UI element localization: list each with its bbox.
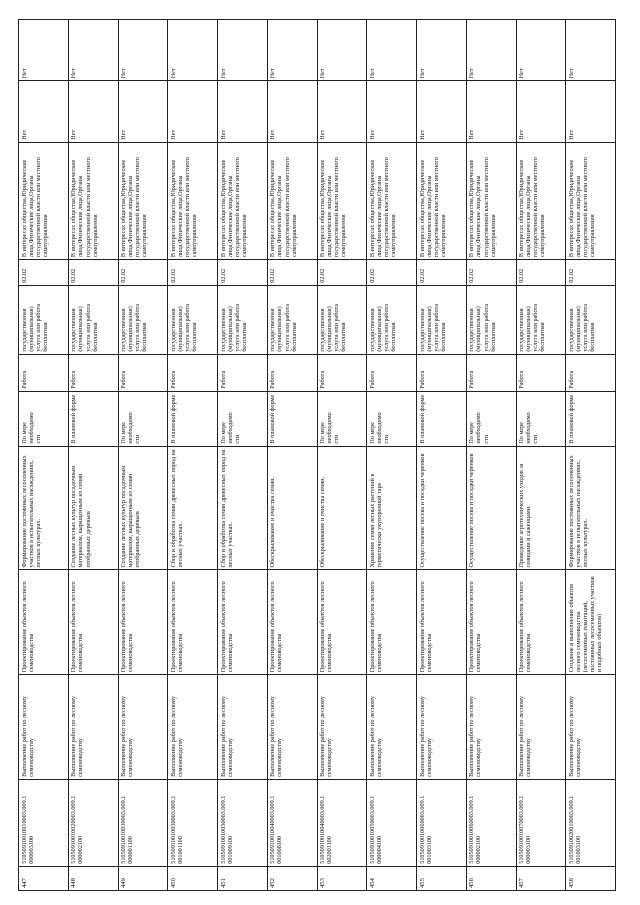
delivery-form-cell: По мере необходимо сти [218, 391, 268, 446]
object-name-cell: Создание и выполнение объектов лесного семеноводства (лесосеменных плантаций, постоянных лесосеменных участков и подобных объектов) [566, 570, 616, 675]
table-row [168, 20, 218, 891]
object-name-cell: Проектирование объектов лесного семеноводства [367, 570, 417, 675]
row-number-cell: 452 [267, 866, 317, 890]
okved-code-cell: 02.02 [417, 260, 467, 286]
license-flag-cell: Нет [168, 20, 218, 81]
license-flag-cell: Нет [516, 20, 566, 81]
work-kind-cell: Работа [516, 354, 566, 391]
registry-code-cell: 51050910010030003.009.1 000001100 [118, 779, 168, 866]
registry-flag-cell: Нет [267, 81, 317, 142]
registry-flag-cell: Нет [516, 81, 566, 142]
registry-flag-cell: Нет [168, 81, 218, 142]
object-name-cell: Проектирование объектов лесного семеноводства [118, 570, 168, 675]
consumer-category-cell: В интересах общества,Юридические лица,Физические лица,Органы государственной власти или местного самоуправления [267, 142, 317, 259]
payment-type-cell: государственная (муниципальная) услуга или работа бесплатная [516, 285, 566, 354]
consumer-category-cell: В интересах общества,Юридические лица,Физические лица,Органы государственной власти или местного самоуправления [68, 142, 118, 259]
work-content-cell: Формирование постоянных лесосеменных участков в испытательных насаждениях, лесных культурах. [566, 446, 616, 570]
service-type-cell: Выполнение работ по лесному семеноводству [19, 675, 69, 780]
registry-code-cell: 51050910010030003.009.1 001009100 [218, 779, 268, 866]
table-row [516, 20, 566, 891]
license-flag-cell: Нет [466, 20, 516, 81]
work-content-cell: Формирование постоянных лесосеменных участков в испытательных насаждениях, лесных культурах. [19, 446, 69, 570]
table-row [19, 20, 69, 891]
delivery-form-cell: В плановой форме [566, 391, 616, 446]
consumer-category-cell: В интересах общества,Юридические лица,Физические лица,Органы государственной власти или местного самоуправления [566, 142, 616, 259]
registry-flag-cell: Нет [118, 81, 168, 142]
delivery-form-cell: В плановой форме [417, 391, 467, 446]
registry-code-cell: 51050910020010003.009.1 001003100 [566, 779, 616, 866]
okved-code-cell: 02.02 [68, 260, 118, 286]
okved-code-cell: 02.02 [118, 260, 168, 286]
okved-code-cell: 02.02 [168, 260, 218, 286]
payment-type-cell: государственная (муниципальная) услуга или работа бесплатная [19, 285, 69, 354]
work-content-cell: Обескрыливание и очистка семян. [267, 446, 317, 570]
payment-type-cell: государственная (муниципальная) услуга или работа бесплатная [218, 285, 268, 354]
registry-flag-cell: Нет [417, 81, 467, 142]
delivery-form-cell: В плановой форме [267, 391, 317, 446]
table-row [367, 20, 417, 891]
work-kind-cell: Работа [317, 354, 367, 391]
okved-code-cell: 02.02 [218, 260, 268, 286]
work-kind-cell: Работа [19, 354, 69, 391]
row-number-cell: 447 [19, 866, 69, 890]
service-type-cell: Выполнение работ по лесному семеноводству [417, 675, 467, 780]
payment-type-cell: государственная (муниципальная) услуга или работа бесплатная [168, 285, 218, 354]
license-flag-cell: Нет [118, 20, 168, 81]
consumer-category-cell: В интересах общества,Юридические лица,Физические лица,Органы государственной власти или местного самоуправления [218, 142, 268, 259]
work-content-cell: Создание лесных культур посадочным материалом, выращенным из семян отобранных деревьев [118, 446, 168, 570]
license-flag-cell: Нет [19, 20, 69, 81]
consumer-category-cell: В интересах общества,Юридические лица,Физические лица,Органы государственной власти или местного самоуправления [118, 142, 168, 259]
consumer-category-cell: В интересах общества,Юридические лица,Физические лица,Органы государственной власти или местного самоуправления [516, 142, 566, 259]
row-number-cell: 455 [417, 866, 467, 890]
delivery-form-cell: По мере необходимо сти [466, 391, 516, 446]
service-type-cell: Выполнение работ по лесному семеноводству [566, 675, 616, 780]
work-kind-cell: Работа [417, 354, 467, 391]
delivery-form-cell: По мере необходимо сти [516, 391, 566, 446]
registry-code-cell: 51050910010020003.009.1 000002100 [68, 779, 118, 866]
registry-flag-cell: Нет [566, 81, 616, 142]
payment-type-cell: государственная (муниципальная) услуга или работа бесплатная [367, 285, 417, 354]
registry-rows [19, 20, 616, 891]
row-number-cell: 450 [168, 866, 218, 890]
work-kind-cell: Работа [367, 354, 417, 391]
okved-code-cell: 02.02 [19, 260, 69, 286]
registry-code-cell: 51050910010060003.009.1 000002100 [466, 779, 516, 866]
work-content-cell: Создание лесных культур посадочным материалом, выращенным из семян отобранных деревьев [68, 446, 118, 570]
table-row [566, 20, 616, 891]
registry-flag-cell: Нет [317, 81, 367, 142]
license-flag-cell: Нет [566, 20, 616, 81]
registry-code-cell: 51050910010030003.009.1 001001100 [168, 779, 218, 866]
consumer-category-cell: В интересах общества,Юридические лица,Физические лица,Органы государственной власти или местного самоуправления [367, 142, 417, 259]
delivery-form-cell: По мере необходимо сти [317, 391, 367, 446]
okved-code-cell: 02.02 [466, 260, 516, 286]
registry-code-cell: 51050910010040003.009.1 001008100 [267, 779, 317, 866]
delivery-form-cell: По мере необходимо сти [367, 391, 417, 446]
consumer-category-cell: В интересах общества,Юридические лица,Физические лица,Органы государственной власти или местного самоуправления [317, 142, 367, 259]
license-flag-cell: Нет [367, 20, 417, 81]
payment-type-cell: государственная (муниципальная) услуга или работа бесплатная [566, 285, 616, 354]
table-row [218, 20, 268, 891]
table-row [267, 20, 317, 891]
service-type-cell: Выполнение работ по лесному семеноводству [367, 675, 417, 780]
row-number-cell: 454 [367, 866, 417, 890]
service-type-cell: Выполнение работ по лесному семеноводству [68, 675, 118, 780]
service-type-cell: Выполнение работ по лесному семеноводству [118, 675, 168, 780]
work-content-cell: Проведение агротехнических уходов за сеянцами и саженцами. [516, 446, 566, 570]
object-name-cell: Проектирование объектов лесного семеноводства [68, 570, 118, 675]
delivery-form-cell: В плановой форме [168, 391, 218, 446]
registry-table [18, 19, 616, 891]
object-name-cell: Проектирование объектов лесного семеноводства [466, 570, 516, 675]
work-kind-cell: Работа [267, 354, 317, 391]
work-kind-cell: Работа [118, 354, 168, 391]
registry-flag-cell: Нет [19, 81, 69, 142]
service-type-cell: Выполнение работ по лесному семеноводству [267, 675, 317, 780]
license-flag-cell: Нет [317, 20, 367, 81]
work-content-cell: Осуществление посева и посадки черенков [466, 446, 516, 570]
table-row [417, 20, 467, 891]
license-flag-cell: Нет [267, 20, 317, 81]
row-number-cell: 453 [317, 866, 367, 890]
okved-code-cell: 02.02 [566, 260, 616, 286]
work-kind-cell: Работа [466, 354, 516, 391]
license-flag-cell: Нет [218, 20, 268, 81]
license-flag-cell: Нет [417, 20, 467, 81]
payment-type-cell: государственная (муниципальная) услуга или работа бесплатная [466, 285, 516, 354]
object-name-cell: Проектирование объектов лесного семеноводства [168, 570, 218, 675]
okved-code-cell: 02.02 [317, 260, 367, 286]
payment-type-cell: государственная (муниципальная) услуга или работа бесплатная [317, 285, 367, 354]
work-content-cell: Сбор и обработка семян древесных пород на лесных участках. [168, 446, 218, 570]
row-number-cell: 456 [466, 866, 516, 890]
table-row [68, 20, 118, 891]
table-row [118, 20, 168, 891]
row-number-cell: 458 [566, 866, 616, 890]
service-type-cell: Выполнение работ по лесному семеноводству [317, 675, 367, 780]
payment-type-cell: государственная (муниципальная) услуга или работа бесплатная [68, 285, 118, 354]
work-content-cell: Обескрыливание и очистка семян. [317, 446, 367, 570]
object-name-cell: Проектирование объектов лесного семеноводства [417, 570, 467, 675]
consumer-category-cell: В интересах общества,Юридические лица,Физические лица,Органы государственной власти или местного самоуправления [19, 142, 69, 259]
registry-code-cell: 51050910010060003.009.1 001003100 [417, 779, 467, 866]
table-row [317, 20, 367, 891]
work-content-cell: Осуществление посева и посадки черенков [417, 446, 467, 570]
row-number-cell: 457 [516, 866, 566, 890]
object-name-cell: Проектирование объектов лесного семеноводства [218, 570, 268, 675]
payment-type-cell: государственная (муниципальная) услуга или работа бесплатная [118, 285, 168, 354]
delivery-form-cell: В плановой форме [68, 391, 118, 446]
object-name-cell: Проектирование объектов лесного семеноводства [516, 570, 566, 675]
row-number-cell: 451 [218, 866, 268, 890]
registry-code-cell: 51050910010070003.009.1 000003100 [516, 779, 566, 866]
registry-flag-cell: Нет [367, 81, 417, 142]
registry-code-cell: 51050910010010003.009.1 000003100 [19, 779, 69, 866]
service-type-cell: Выполнение работ по лесному семеноводству [218, 675, 268, 780]
object-name-cell: Проектирование объектов лесного семеноводства [317, 570, 367, 675]
object-name-cell: Проектирование объектов лесного семеноводства [19, 570, 69, 675]
row-number-cell: 448 [68, 866, 118, 890]
delivery-form-cell: По мере необходимо сти [118, 391, 168, 446]
work-kind-cell: Работа [68, 354, 118, 391]
okved-code-cell: 02.02 [516, 260, 566, 286]
registry-code-cell: 51050910010040003.009.1 002001100 [317, 779, 367, 866]
delivery-form-cell: По мере необходимо сти [19, 391, 69, 446]
registry-code-cell: 51050910010050003.009.1 000004100 [367, 779, 417, 866]
payment-type-cell: государственная (муниципальная) услуга или работа бесплатная [267, 285, 317, 354]
consumer-category-cell: В интересах общества,Юридические лица,Физические лица,Органы государственной власти или местного самоуправления [466, 142, 516, 259]
consumer-category-cell: В интересах общества,Юридические лица,Физические лица,Органы государственной власти или местного самоуправления [417, 142, 467, 259]
object-name-cell: Проектирование объектов лесного семеноводства [267, 570, 317, 675]
registry-flag-cell: Нет [218, 81, 268, 142]
service-type-cell: Выполнение работ по лесному семеноводству [516, 675, 566, 780]
work-content-cell: Сбор и обработка семян древесных пород на лесных участках. [218, 446, 268, 570]
license-flag-cell: Нет [68, 20, 118, 81]
work-kind-cell: Работа [168, 354, 218, 391]
work-content-cell: Хранение семян лесных растений в герметически укупоренной таре [367, 446, 417, 570]
service-type-cell: Выполнение работ по лесному семеноводству [466, 675, 516, 780]
work-kind-cell: Работа [566, 354, 616, 391]
service-type-cell: Выполнение работ по лесному семеноводству [168, 675, 218, 780]
payment-type-cell: государственная (муниципальная) услуга или работа бесплатная [417, 285, 467, 354]
row-number-cell: 449 [118, 866, 168, 890]
okved-code-cell: 02.02 [367, 260, 417, 286]
okved-code-cell: 02.02 [267, 260, 317, 286]
registry-flag-cell: Нет [68, 81, 118, 142]
work-kind-cell: Работа [218, 354, 268, 391]
consumer-category-cell: В интересах общества,Юридические лица,Физические лица,Органы государственной власти или местного самоуправления [168, 142, 218, 259]
registry-flag-cell: Нет [466, 81, 516, 142]
table-row [466, 20, 516, 891]
